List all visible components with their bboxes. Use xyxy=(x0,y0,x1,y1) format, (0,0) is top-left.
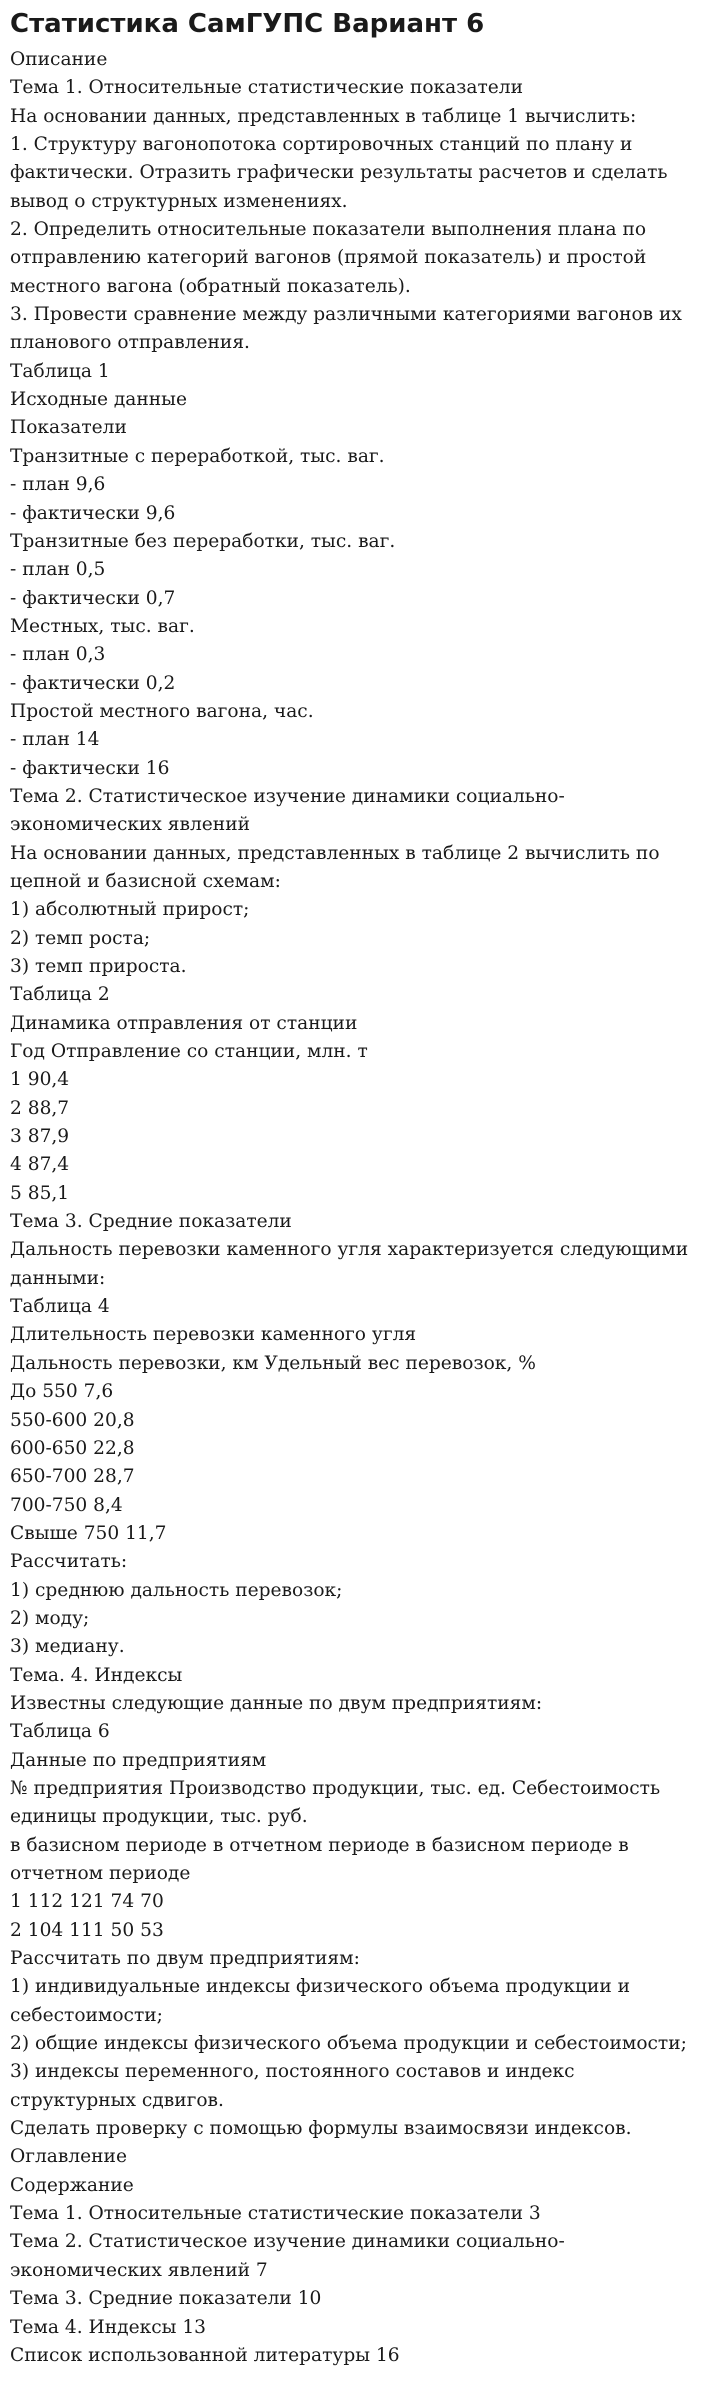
text-line: экономических явлений xyxy=(10,814,250,836)
text-line: Описание xyxy=(10,49,108,70)
text-line: Список использованной литературы 16 xyxy=(10,2344,400,2366)
text-line: Длительность перевозки каменного угля xyxy=(10,1324,417,1346)
text-line: 1 112 121 74 70 xyxy=(10,1891,164,1913)
text-line: Содержание xyxy=(10,2174,134,2196)
text-line: - план 9,6 xyxy=(10,474,106,496)
text-line: 1 90,4 xyxy=(10,1069,70,1091)
text-line: 5 85,1 xyxy=(10,1182,70,1204)
text-line: 3) индексы переменного, постоянного составов и индекс xyxy=(10,2061,575,2083)
text-line: вывод о структурных изменениях. xyxy=(10,190,348,212)
text-line: 2) общие индексы физического объема продукции и себестоимости; xyxy=(10,2033,687,2055)
text-line: 600-650 22,8 xyxy=(10,1437,135,1459)
text-line: 550-600 20,8 xyxy=(10,1409,135,1431)
text-line: - план 0,3 xyxy=(10,644,106,666)
document-body xyxy=(10,46,691,2370)
text-line: Показатели xyxy=(10,417,127,439)
text-line: Сделать проверку с помощью формулы взаимосвязи индексов. xyxy=(10,2118,632,2140)
text-line: Оглавление xyxy=(10,2146,127,2168)
text-line: - фактически 0,2 xyxy=(10,672,176,694)
text-line: Простой местного вагона, час. xyxy=(10,700,314,722)
text-line: Дальность перевозки каменного угля характеризуется следующими xyxy=(10,1239,689,1261)
text-line: Таблица 1 xyxy=(10,360,110,382)
text-line: Местных, тыс. ваг. xyxy=(10,615,195,637)
text-line: Тема 3. Средние показатели 10 xyxy=(10,2288,322,2310)
text-line: отчетном периоде xyxy=(10,1863,191,1884)
text-line: Тема. 4. Индексы xyxy=(10,1664,183,1686)
text-line: 2) моду; xyxy=(10,1607,90,1629)
text-line: Исходные данные xyxy=(10,389,187,411)
text-line: 2 104 111 50 53 xyxy=(10,1919,164,1941)
text-line: 2 88,7 xyxy=(10,1097,70,1119)
text-line: - план 14 xyxy=(10,729,100,751)
text-line: 1) абсолютный прирост; xyxy=(10,899,250,921)
text-line: До 550 7,6 xyxy=(10,1381,114,1403)
text-line: 2. Определить относительные показатели выполнения плана по xyxy=(10,219,647,241)
text-line: Таблица 4 xyxy=(10,1296,110,1318)
text-line: Тема 1. Относительные статистические показатели 3 xyxy=(10,2203,541,2225)
text-line: 1. Структуру вагонопотока сортировочных станций по плану и xyxy=(10,134,633,156)
text-line: На основании данных, представленных в таблице 1 вычислить: xyxy=(10,105,637,127)
text-line: данными: xyxy=(10,1267,106,1289)
text-line: Известны следующие данные по двум предприятиям: xyxy=(10,1692,543,1714)
text-line: местного вагона (обратный показатель). xyxy=(10,275,411,297)
text-line: - фактически 16 xyxy=(10,757,170,779)
text-line: отправлению категорий вагонов (прямой показатель) и простой xyxy=(10,247,647,269)
text-line: 2) темп роста; xyxy=(10,927,151,949)
text-line: цепной и базисной схемам: xyxy=(10,870,281,892)
text-line: структурных сдвигов. xyxy=(10,2089,224,2111)
text-line: 650-700 28,7 xyxy=(10,1466,135,1488)
text-line: Данные по предприятиям xyxy=(10,1749,267,1771)
text-line: Транзитные с переработкой, тыс. ваг. xyxy=(10,445,385,467)
text-line: Тема 4. Индексы 13 xyxy=(10,2316,206,2338)
text-line: Тема 1. Относительные статистические показатели xyxy=(10,77,523,99)
text-line: Динамика отправления от станции xyxy=(10,1012,358,1034)
text-line: Дальность перевозки, км Удельный вес перевозок, % xyxy=(10,1352,536,1374)
text-line: экономических явлений 7 xyxy=(10,2259,268,2281)
text-line: себестоимости; xyxy=(10,2004,163,2026)
text-line: Транзитные без переработки, тыс. ваг. xyxy=(10,530,396,552)
text-line: фактически. Отразить графически результаты расчетов и сделать xyxy=(10,162,668,184)
text-line: 1) среднюю дальность перевозок; xyxy=(10,1579,343,1601)
text-line: - фактически 0,7 xyxy=(10,587,176,609)
text-line: Тема 2. Статистическое изучение динамики социально- xyxy=(10,2231,565,2253)
text-line: 4 87,4 xyxy=(10,1154,70,1176)
text-line: Рассчитать: xyxy=(10,1551,128,1573)
text-line: 3 87,9 xyxy=(10,1126,70,1148)
document-title: Статистика СамГУПС Вариант 6 xyxy=(10,9,485,39)
text-line: Год Отправление со станции, млн. т xyxy=(10,1041,368,1063)
text-line: единицы продукции, тыс. руб. xyxy=(10,1806,308,1828)
text-line: Таблица 6 xyxy=(10,1721,110,1743)
text-line: 1) индивидуальные индексы физического объема продукции и xyxy=(10,1976,631,1998)
text-line: Таблица 2 xyxy=(10,984,110,1006)
text-line: Тема 3. Средние показатели xyxy=(10,1211,292,1233)
text-line: На основании данных, представленных в таблице 2 вычислить по xyxy=(10,842,660,864)
text-line: 3) медиану. xyxy=(10,1636,125,1658)
text-line: - план 0,5 xyxy=(10,559,106,581)
text-line: планового отправления. xyxy=(10,332,250,354)
text-line: в базисном периоде в отчетном периоде в базисном периоде в xyxy=(10,1834,629,1856)
text-line: Рассчитать по двум предприятиям: xyxy=(10,1948,360,1970)
text-line: 3) темп прироста. xyxy=(10,956,187,977)
text-line: Свыше 750 11,7 xyxy=(10,1522,167,1544)
text-line: Тема 2. Статистическое изучение динамики социально- xyxy=(10,785,565,807)
text-line: 3. Провести сравнение между различными категориями вагонов их xyxy=(10,304,682,326)
text-line: № предприятия Производство продукции, тыс. ед. Себестоимость xyxy=(10,1777,661,1799)
text-line: 700-750 8,4 xyxy=(10,1494,123,1516)
text-line: - фактически 9,6 xyxy=(10,502,176,524)
